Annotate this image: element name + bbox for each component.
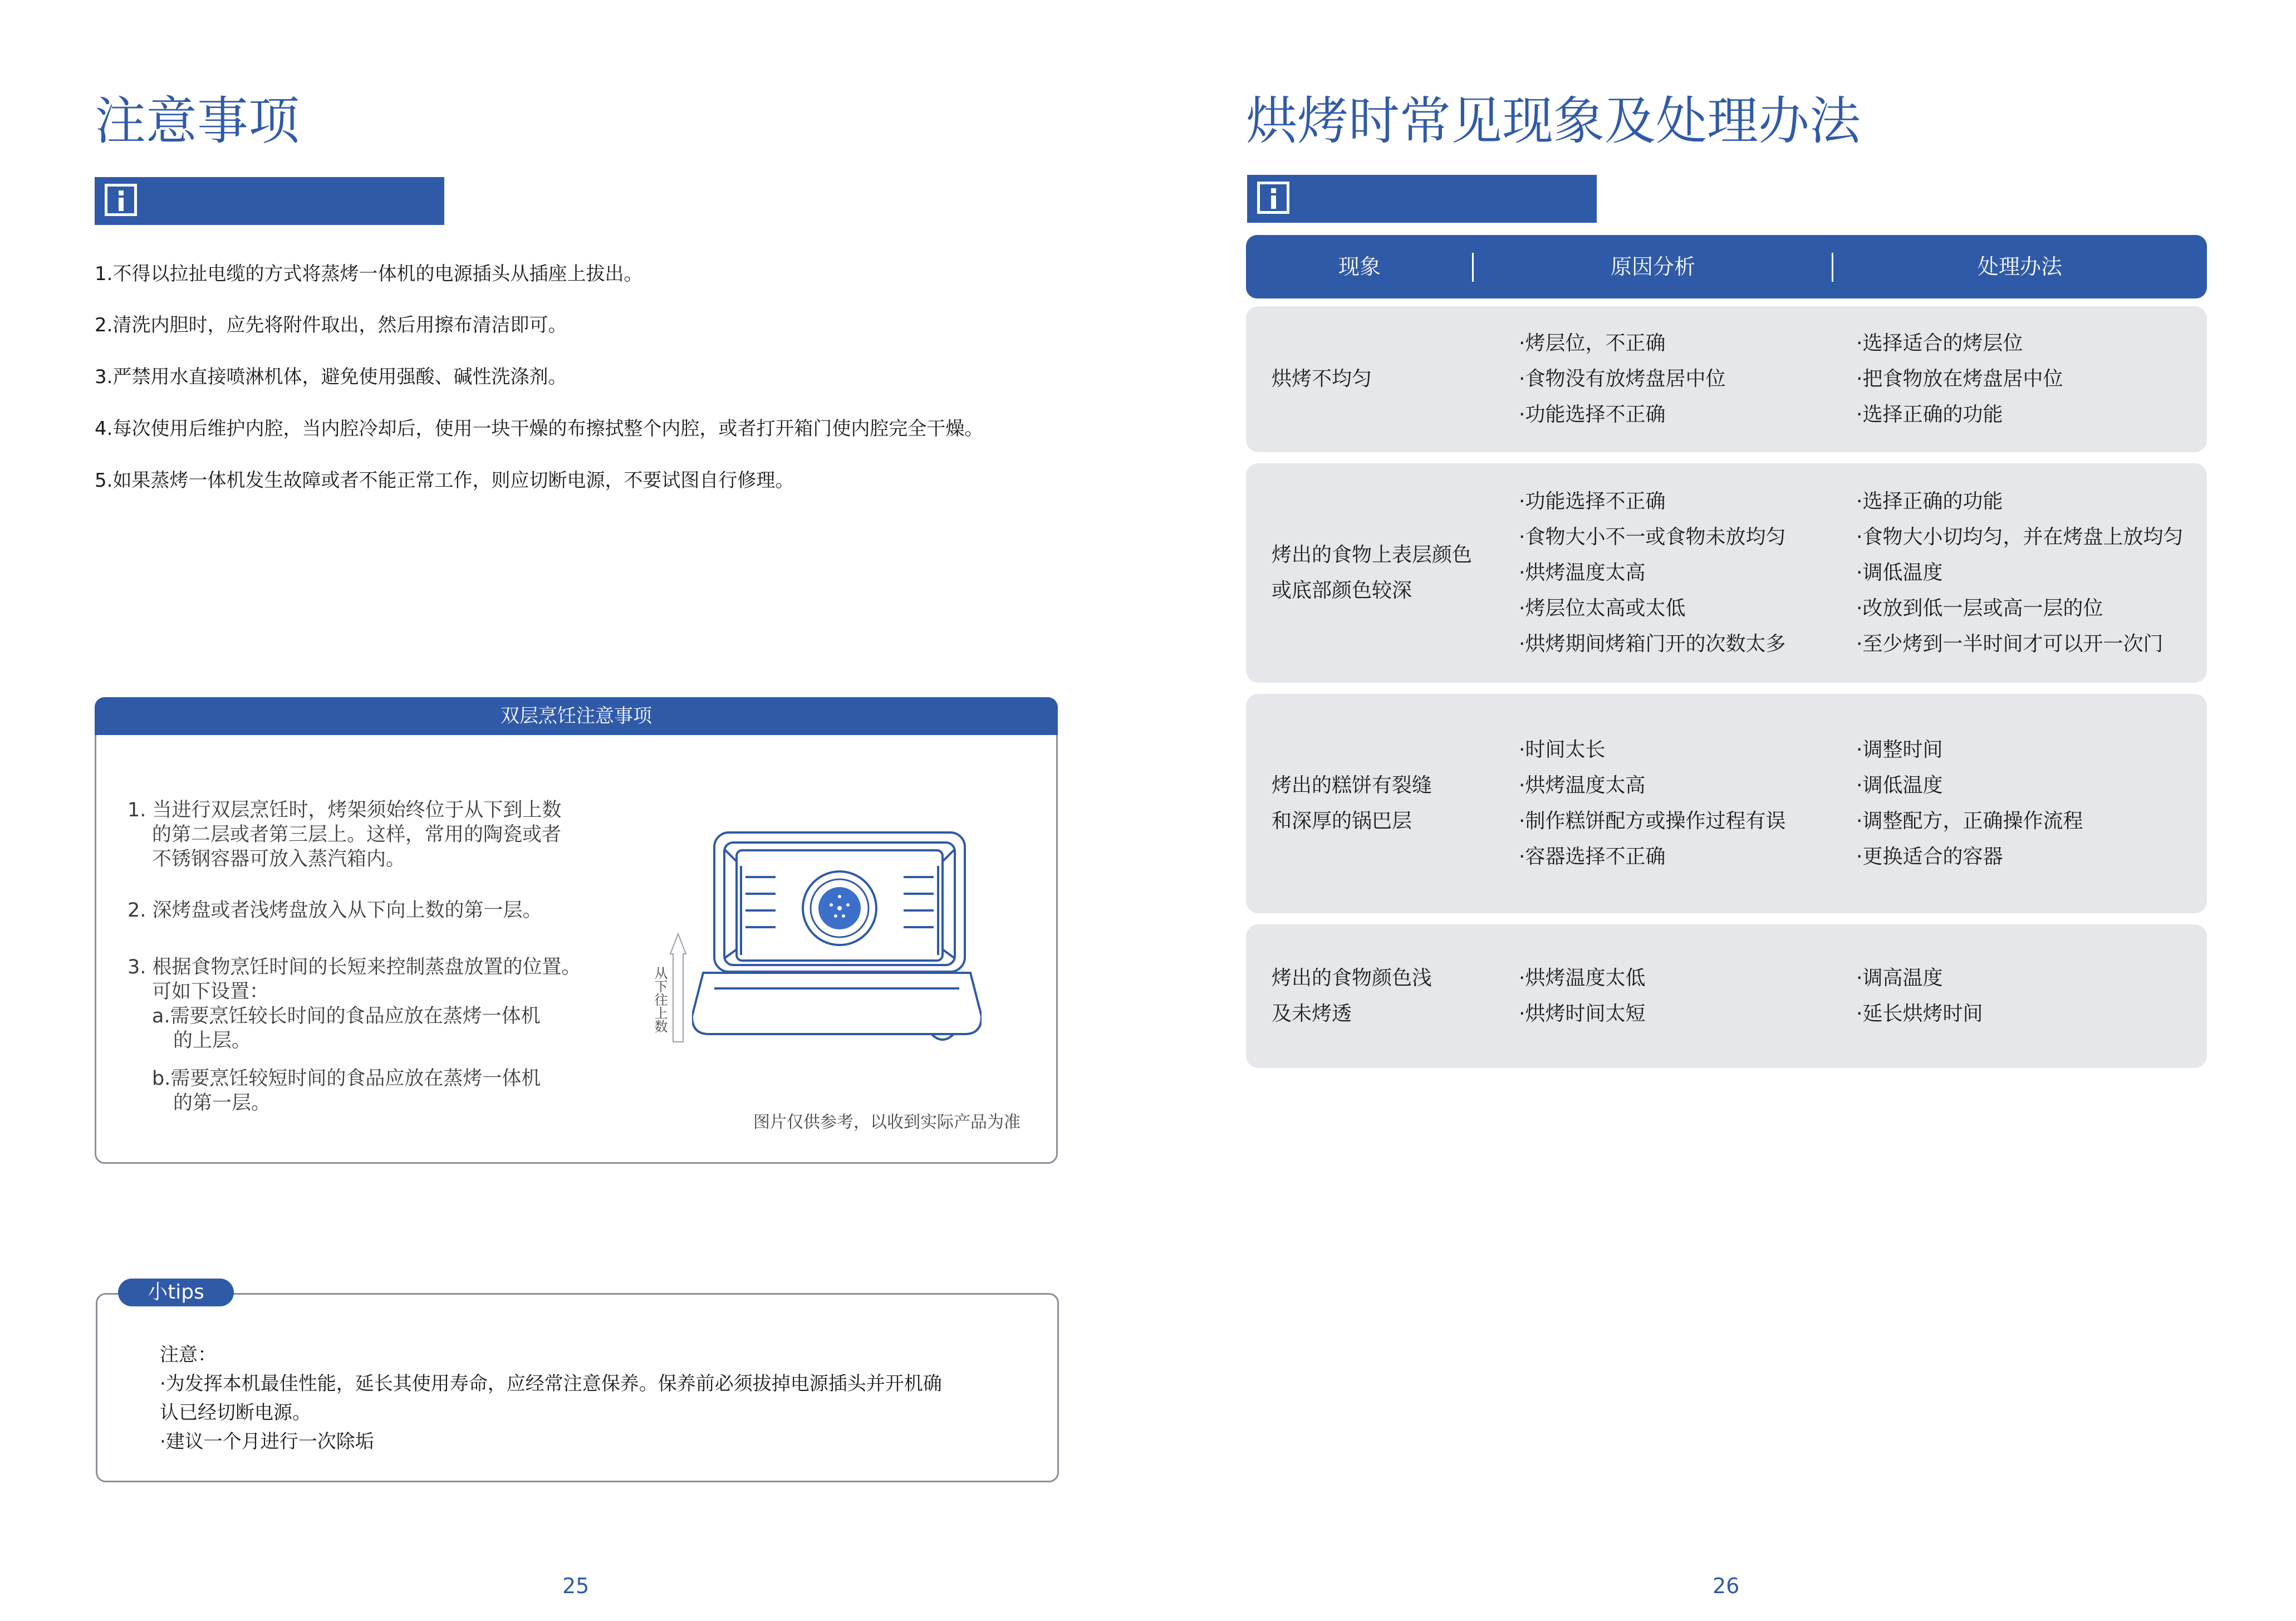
solution-item: ·调整配方，正确操作流程: [1856, 810, 2083, 832]
double-cooking-line: 可如下设置：: [152, 981, 269, 1003]
double-cooking-line: b.需要烹饪较短时间的食品应放在蒸烤一体机: [152, 1067, 541, 1090]
info-icon: [105, 184, 137, 216]
note-item: 3.严禁用水直接喷淋机体，避免使用强酸、碱性洗涤剂。: [95, 366, 567, 388]
tips-panel: [96, 1293, 1059, 1482]
cause-item: ·烤层位，不正确: [1519, 332, 1666, 355]
note-item: 5.如果蒸烤一体机发生故障或者不能正常工作，则应切断电源，不要试图自行修理。: [95, 469, 794, 492]
solution-item: ·调低温度: [1856, 561, 1943, 584]
right-page-title: 烘烤时常见现象及处理办法: [1246, 91, 1861, 151]
phenomenon-cell: 和深厚的锅巴层: [1272, 810, 1412, 832]
column-header: 处理办法: [1977, 254, 2062, 279]
tips-line: ·建议一个月进行一次除垢: [160, 1431, 374, 1453]
table-header: [1246, 235, 2207, 298]
note-item: 2.清洗内胆时，应先将附件取出，然后用擦布清洁即可。: [95, 314, 567, 336]
phenomenon-cell: 烤出的食物上表层颜色: [1272, 543, 1473, 566]
cause-item: ·时间太长: [1519, 738, 1606, 761]
phenomenon-cell: 或底部颜色较深: [1272, 579, 1412, 602]
solution-item: ·选择正确的功能: [1856, 490, 2003, 513]
right-info-bar: [1247, 175, 1597, 223]
double-cooking-panel: [95, 697, 1058, 1164]
left-page-title: 注意事项: [95, 91, 300, 151]
up-arrow-icon: [670, 932, 686, 1043]
solution-item: ·调低温度: [1856, 774, 1943, 797]
cause-item: ·制作糕饼配方或操作过程有误: [1519, 810, 1786, 832]
column-header: 原因分析: [1610, 254, 1695, 279]
image-caption: 图片仅供参考，以收到实际产品为准: [753, 1113, 1021, 1132]
double-cooking-header: 双层烹饪注意事项: [95, 697, 1058, 735]
column-header: 现象: [1338, 254, 1381, 279]
phenomenon-cell: 烤出的糕饼有裂缝: [1272, 774, 1432, 797]
solution-item: ·延长烘烤时间: [1856, 1002, 1983, 1025]
phenomenon-cell: 及未烤透: [1272, 1002, 1352, 1025]
double-cooking-line: 的第一层。: [173, 1092, 271, 1114]
tips-line: ·为发挥本机最佳性能，延长其使用寿命，应经常注意保养。保养前必须拔掉电源插头并开机确: [160, 1373, 942, 1395]
double-cooking-line: a.需要烹饪较长时间的食品应放在蒸烤一体机: [152, 1005, 541, 1027]
double-cooking-line: 不锈钢容器可放入蒸汽箱内。: [152, 848, 406, 870]
cause-item: ·烘烤时间太短: [1519, 1002, 1646, 1025]
solution-item: ·选择适合的烤层位: [1856, 332, 2023, 355]
double-cooking-line: 1. 当进行双层烹饪时，烤架须始终位于从下到上数: [127, 799, 562, 821]
solution-item: ·调整时间: [1856, 738, 1943, 761]
double-cooking-line: 的第二层或者第三层上。这样，常用的陶瓷或者: [152, 824, 562, 846]
cause-item: ·食物大小不一或食物未放均匀: [1519, 526, 1786, 549]
solution-item: ·把食物放在烤盘居中位: [1856, 368, 2063, 390]
left-info-bar: [95, 177, 444, 225]
solution-item: ·食物大小切均匀，并在烤盘上放均匀: [1856, 526, 2184, 549]
note-item: 1.不得以拉扯电缆的方式将蒸烤一体机的电源插头从插座上拔出。: [95, 263, 643, 285]
note-item: 4.每次使用后维护内腔，当内腔冷却后，使用一块干燥的布擦拭整个内腔，或者打开箱门使内腔完全干燥。: [95, 418, 984, 440]
tips-tab: 小tips: [118, 1279, 234, 1306]
cause-item: ·烘烤温度太高: [1519, 774, 1646, 797]
tips-line: 认已经切断电源。: [160, 1402, 311, 1424]
double-cooking-line: 2. 深烤盘或者浅烤盘放入从下向上数的第一层。: [127, 899, 542, 922]
solution-item: ·更换适合的容器: [1856, 845, 2003, 868]
cause-item: ·烤层位太高或太低: [1519, 597, 1686, 620]
phenomenon-cell: 烤出的食物颜色浅: [1272, 967, 1432, 990]
arrow-label: 从下往上数: [652, 966, 668, 1033]
table-row: [1246, 306, 2207, 452]
table-row: [1246, 463, 2207, 683]
cause-item: ·功能选择不正确: [1519, 403, 1666, 426]
cause-item: ·烘烤温度太低: [1519, 967, 1646, 990]
info-icon: [1257, 182, 1289, 214]
double-cooking-line: 3. 根据食物烹饪时间的长短来控制蒸盘放置的位置。: [127, 956, 581, 978]
oven-illustration: [692, 827, 982, 1061]
cause-item: ·烘烤温度太高: [1519, 561, 1646, 584]
tips-line: 注意：: [160, 1344, 217, 1366]
solution-item: ·改放到低一层或高一层的位: [1856, 597, 2103, 620]
table-row: [1246, 924, 2207, 1068]
cause-item: ·食物没有放烤盘居中位: [1519, 368, 1726, 390]
table-row: [1246, 694, 2207, 913]
cause-item: ·烘烤期间烤箱门开的次数太多: [1519, 633, 1786, 655]
page-number: 26: [1713, 1574, 1740, 1598]
double-cooking-line: 的上层。: [173, 1030, 252, 1052]
cause-item: ·容器选择不正确: [1519, 845, 1666, 868]
solution-item: ·至少烤到一半时间才可以开一次门: [1856, 633, 2163, 655]
cause-item: ·功能选择不正确: [1519, 490, 1666, 513]
page-number: 25: [562, 1574, 590, 1598]
solution-item: ·选择正确的功能: [1856, 403, 2003, 426]
phenomenon-cell: 烘烤不均匀: [1272, 368, 1372, 390]
solution-item: ·调高温度: [1856, 967, 1943, 990]
